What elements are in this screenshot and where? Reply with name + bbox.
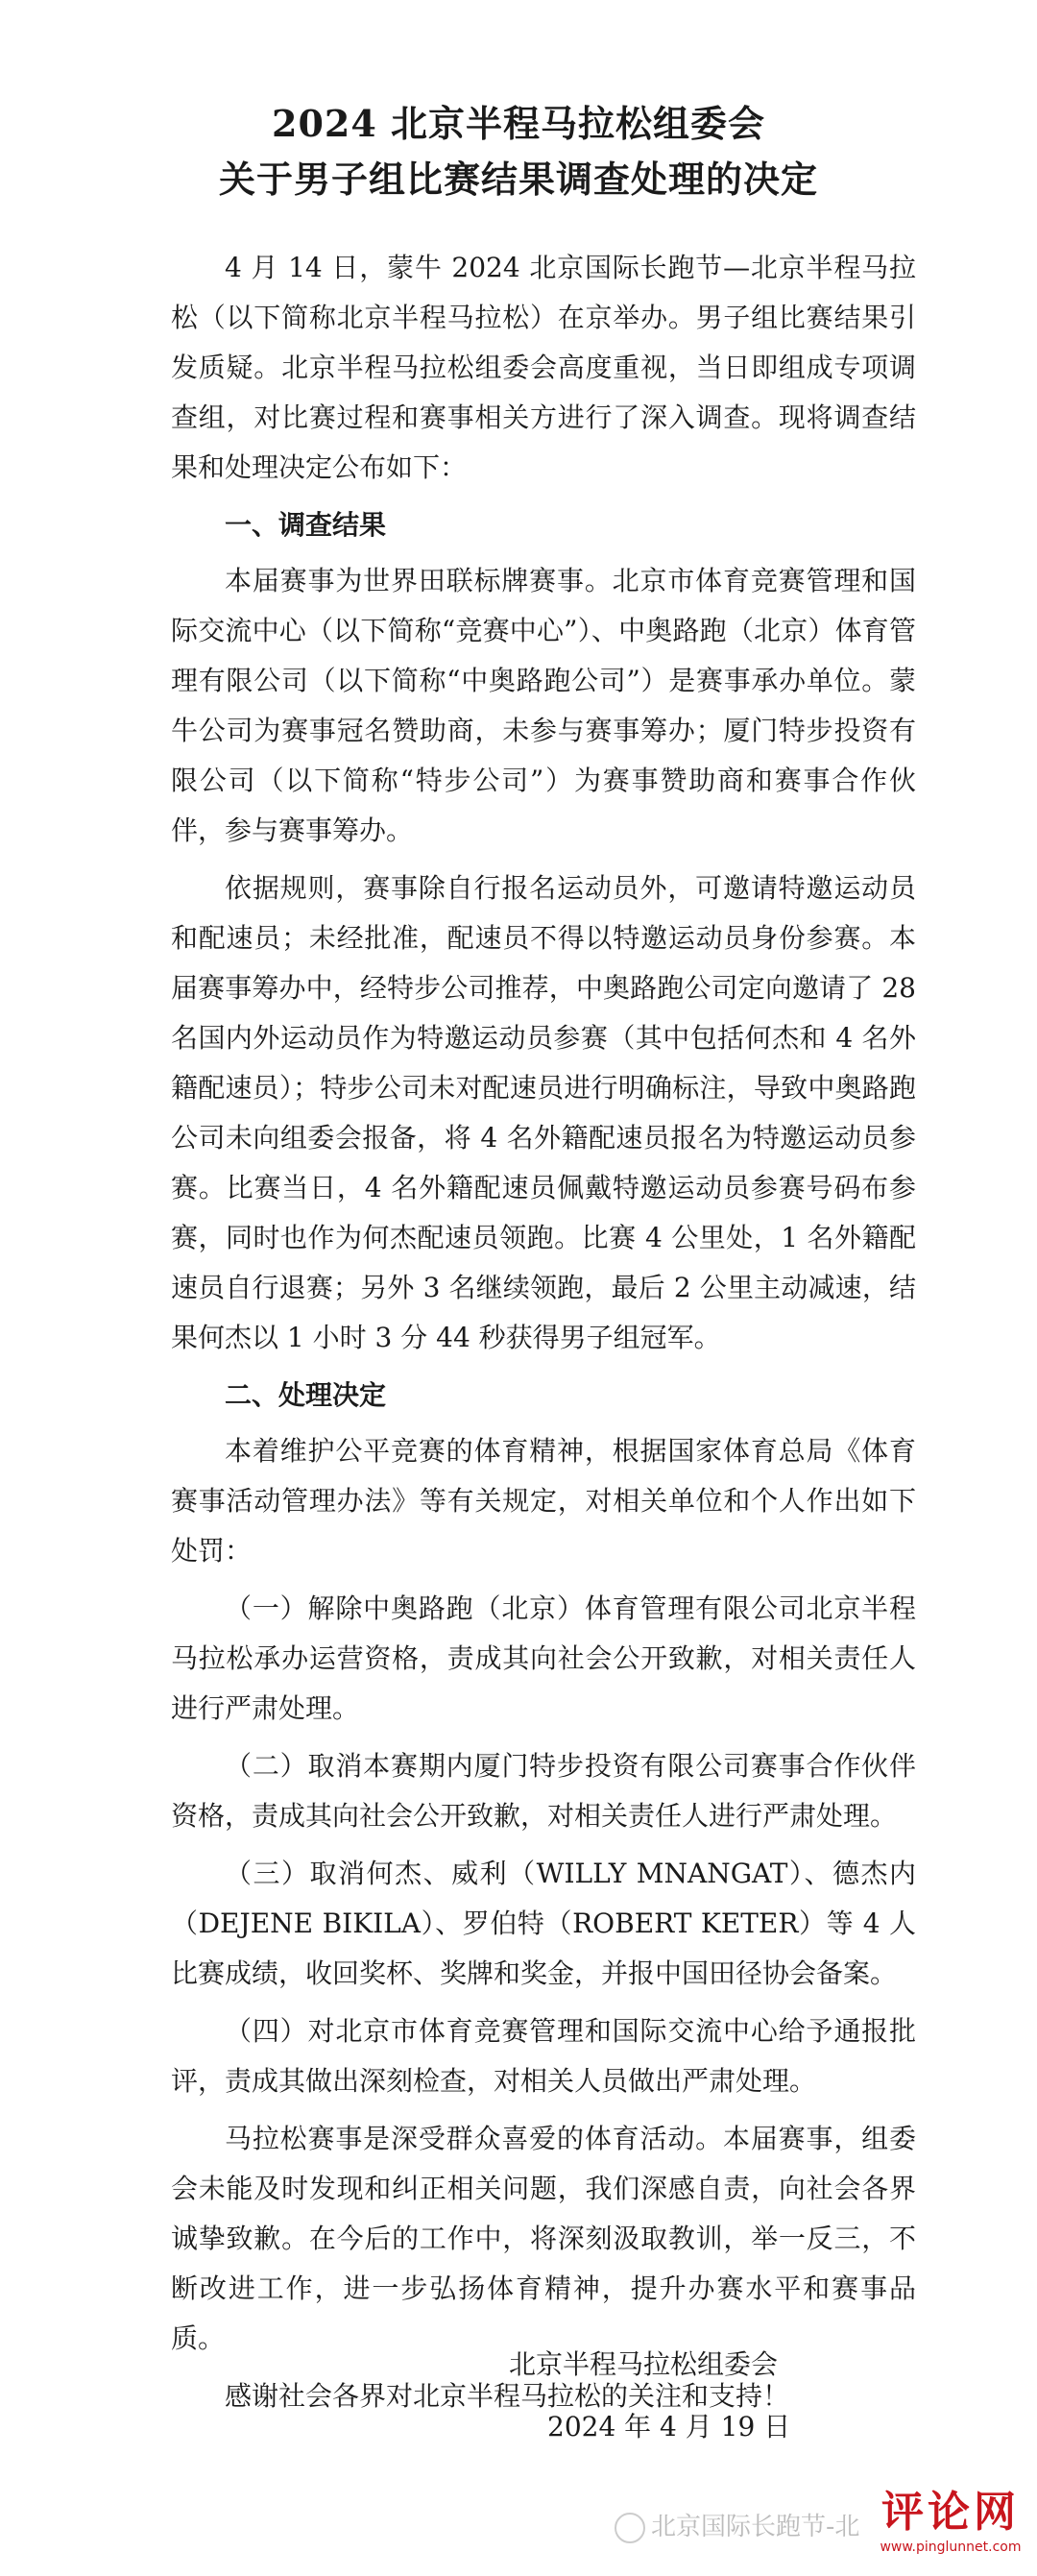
weibo-icon [615, 2513, 645, 2543]
logo-url: www.pinglunnet.com [880, 2540, 1022, 2555]
section-2-paragraph-1: 本着维护公平竞赛的体育精神，根据国家体育总局《体育赛事活动管理办法》等有关规定，对相关单位和个人作出如下处罚： [171, 1435, 916, 1567]
section-1-heading: 一、调查结果 [225, 509, 387, 541]
decision-item-4: （四）对北京市体育竞赛管理和国际交流中心给予通报批评，责成其做出深刻检查，对相关人员做出严肃处理。 [171, 2015, 916, 2097]
signature-organization: 北京半程马拉松组委会 [509, 2348, 779, 2380]
signature-date: 2024 年 4 月 19 日 [547, 2411, 791, 2442]
document-body [171, 243, 916, 2429]
watermark-text: 北京国际长跑节-北 [651, 2513, 860, 2541]
decision-item-1: （一）解除中奥路跑（北京）体育管理有限公司北京半程马拉松承办运营资格，责成其向社会公开致歉，对相关责任人进行严肃处理。 [171, 1592, 916, 1724]
decision-item-3: （三）取消何杰、威利（WILLY MNANGAT）、德杰内（DEJENE BIKILA）、罗伯特（ROBERT KETER）等 4 人比赛成绩，收回奖杯、奖牌和奖金，并报中国田径协会备案。 [171, 1858, 916, 1989]
thanks-paragraph: 感谢社会各界对北京半程马拉松的关注和支持！ [225, 2380, 790, 2412]
closing-paragraph: 马拉松赛事是深受群众喜爱的体育活动。本届赛事，组委会未能及时发现和纠正相关问题，我们深感自责，向社会各界诚挚致歉。在今后的工作中，将深刻汲取教训，举一反三，不断改进工作，进一步弘扬体育精神，提升办赛水平和赛事品质。 [171, 2123, 916, 2354]
site-logo [874, 2488, 1027, 2566]
title-line-2: 关于男子组比赛结果调查处理的决定 [218, 158, 818, 201]
title-line-1: 2024 北京半程马拉松组委会 [272, 102, 765, 145]
logo-text: 评论网 [881, 2488, 1020, 2537]
weibo-watermark [615, 2507, 859, 2543]
section-2-heading: 二、处理决定 [225, 1379, 387, 1411]
decision-item-2: （二）取消本赛期内厦门特步投资有限公司赛事合作伙伴资格，责成其向社会公开致歉，对相关责任人进行严肃处理。 [171, 1750, 916, 1832]
intro-paragraph: 4 月 14 日，蒙牛 2024 北京国际长跑节—北京半程马拉松（以下简称北京半程马拉松）在京举办。男子组比赛结果引发质疑。北京半程马拉松组委会高度重视，当日即组成专项调查组，对比赛过程和赛事相关方进行了深入调查。现将调查结果和处理决定公布如下： [171, 252, 916, 483]
section-1-paragraph-2: 依据规则，赛事除自行报名运动员外，可邀请特邀运动员和配速员；未经批准，配速员不得以特邀运动员身份参赛。本届赛事筹办中，经特步公司推荐，中奥路跑公司定向邀请了 28 名国内外运动员作为特邀运动员参赛（其中包括何杰和 4 名外籍配速员）；特步公司未对配速员进行明确标注，导致中奥路跑公司未向组委会报备，将 4 名外籍配速员报名为特邀运动员参赛。比赛当日，4 名外籍配速员佩戴特邀运动员参赛号码布参赛，同时也作为何杰配速员领跑。比赛 4 公里处，1 名外籍配速员自行退赛；另外 3 名继续领跑，最后 2 公里主动减速，结果何杰以 1 小时 3 分 44 秒获得男子组冠军。 [171, 872, 916, 1353]
section-1-paragraph-1: 本届赛事为世界田联标牌赛事。北京市体育竞赛管理和国际交流中心（以下简称“竞赛中心”）、中奥路跑（北京）体育管理有限公司（以下简称“中奥路跑公司”）是赛事承办单位。蒙牛公司为赛事冠名赞助商，未参与赛事筹办；厦门特步投资有限公司（以下简称“特步公司”）为赛事赞助商和赛事合作伙伴，参与赛事筹办。 [171, 565, 916, 846]
title-block [0, 96, 1037, 207]
